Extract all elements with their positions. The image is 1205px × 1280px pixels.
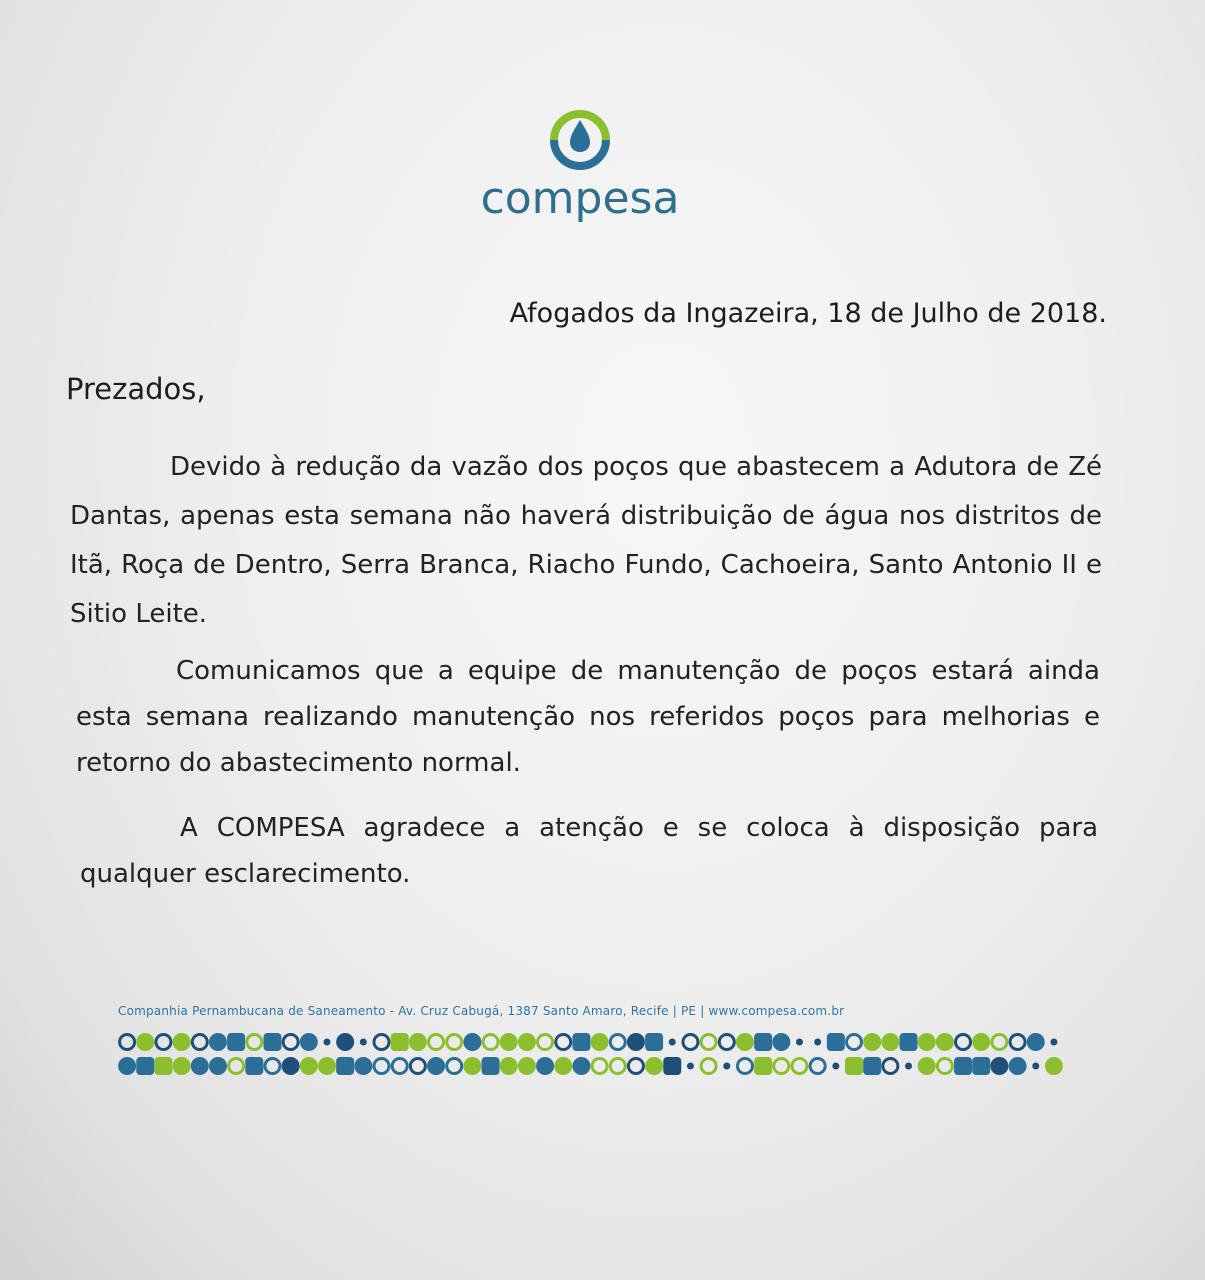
pattern-dot bbox=[663, 1057, 681, 1075]
pattern-dot bbox=[500, 1033, 518, 1051]
pattern-dot bbox=[723, 1063, 730, 1070]
pattern-dot bbox=[1009, 1057, 1027, 1075]
pattern-dot bbox=[827, 1033, 845, 1051]
pattern-dot bbox=[282, 1057, 300, 1075]
letter-paragraph-3: A COMPESA agradece a atenção e se coloca à disposição para qualquer esclarecimento. bbox=[80, 813, 1098, 889]
pattern-dot bbox=[1045, 1057, 1063, 1075]
pattern-dot bbox=[918, 1033, 936, 1051]
letter-paragraph-2: Comunicamos que a equipe de manutenção de poços estará ainda esta semana realizando manutenção nos referidos poços para melhorias e retorno do abastecimento normal. bbox=[76, 656, 1100, 778]
pattern-dot bbox=[701, 1035, 716, 1050]
pattern-dot bbox=[863, 1033, 881, 1051]
pattern-dot bbox=[336, 1057, 354, 1075]
pattern-dot bbox=[628, 1059, 643, 1074]
pattern-dot bbox=[500, 1057, 518, 1075]
pattern-dot bbox=[463, 1033, 481, 1051]
pattern-dot bbox=[191, 1057, 209, 1075]
pattern-dot bbox=[374, 1059, 389, 1074]
pattern-dot bbox=[845, 1057, 863, 1075]
pattern-dot bbox=[483, 1035, 498, 1050]
pattern-dot bbox=[1032, 1063, 1039, 1070]
pattern-dot bbox=[645, 1057, 663, 1075]
pattern-dot bbox=[118, 1057, 136, 1075]
pattern-dot bbox=[554, 1057, 572, 1075]
pattern-dot bbox=[881, 1033, 899, 1051]
pattern-dot bbox=[265, 1059, 280, 1074]
pattern-dot bbox=[992, 1035, 1007, 1050]
pattern-dot bbox=[954, 1057, 972, 1075]
footer-dot-pattern bbox=[118, 1026, 1063, 1084]
pattern-dot bbox=[318, 1057, 336, 1075]
pattern-dot bbox=[245, 1057, 263, 1075]
pattern-dot bbox=[900, 1033, 918, 1051]
pattern-dot bbox=[556, 1035, 571, 1050]
logo-wordmark: compesa bbox=[480, 173, 680, 224]
pattern-dot bbox=[687, 1063, 694, 1070]
pattern-dot bbox=[701, 1059, 716, 1074]
pattern-dot bbox=[173, 1033, 191, 1051]
pattern-dot bbox=[847, 1035, 862, 1050]
pattern-dot bbox=[283, 1035, 298, 1050]
pattern-dot bbox=[360, 1039, 367, 1046]
pattern-dot bbox=[972, 1033, 990, 1051]
pattern-dot bbox=[937, 1059, 952, 1074]
pattern-dot bbox=[209, 1033, 227, 1051]
pattern-dot bbox=[774, 1059, 789, 1074]
pattern-dot bbox=[990, 1057, 1008, 1075]
pattern-dot bbox=[463, 1057, 481, 1075]
pattern-dot bbox=[772, 1033, 790, 1051]
pattern-dot bbox=[336, 1033, 354, 1051]
pattern-dot bbox=[429, 1035, 444, 1050]
pattern-dot bbox=[754, 1033, 772, 1051]
pattern-dot bbox=[300, 1033, 318, 1051]
pattern-dot bbox=[247, 1035, 262, 1050]
pattern-dot bbox=[627, 1033, 645, 1051]
pattern-dot bbox=[883, 1059, 898, 1074]
pattern-dot bbox=[592, 1059, 607, 1074]
pattern-dot bbox=[792, 1059, 807, 1074]
pattern-dot bbox=[323, 1039, 330, 1046]
water-drop-icon bbox=[544, 100, 616, 172]
pattern-dot bbox=[482, 1057, 500, 1075]
pattern-dot bbox=[918, 1057, 936, 1075]
pattern-dot bbox=[936, 1033, 954, 1051]
pattern-dot bbox=[409, 1033, 427, 1051]
pattern-dot bbox=[863, 1057, 881, 1075]
pattern-dot bbox=[796, 1039, 803, 1046]
pattern-dot bbox=[447, 1035, 462, 1050]
pattern-dot bbox=[610, 1035, 625, 1050]
pattern-dot bbox=[263, 1033, 281, 1051]
pattern-dot bbox=[209, 1057, 227, 1075]
pattern-dot bbox=[538, 1035, 553, 1050]
pattern-dot bbox=[719, 1035, 734, 1050]
footer-address: Companhia Pernambucana de Saneamento - Av. Cruz Cabugá, 1387 Santo Amaro, Recife | PE | www.compesa.com.br bbox=[118, 1004, 845, 1018]
pattern-dot bbox=[518, 1033, 536, 1051]
pattern-dot bbox=[136, 1033, 154, 1051]
pattern-dot bbox=[591, 1033, 609, 1051]
pattern-dot bbox=[737, 1059, 752, 1074]
letter-paragraph-1: Devido à redução da vazão dos poços que abastecem a Adutora de Zé Dantas, apenas esta semana não haverá distribuição de água nos distritos de Itã, Roça de Dentro, Serra Branca, Riacho Fundo, Cachoeira, Santo Antonio II e Sitio Leite. bbox=[70, 452, 1102, 629]
pattern-dot bbox=[156, 1035, 171, 1050]
letter-salutation: Prezados, bbox=[66, 372, 206, 406]
pattern-dot bbox=[154, 1057, 172, 1075]
pattern-dot bbox=[391, 1033, 409, 1051]
pattern-dot bbox=[669, 1039, 676, 1046]
pattern-dot bbox=[354, 1057, 372, 1075]
pattern-dot bbox=[374, 1035, 389, 1050]
pattern-dot bbox=[300, 1057, 318, 1075]
pattern-dot bbox=[192, 1035, 207, 1050]
pattern-dot bbox=[956, 1035, 971, 1050]
pattern-dot bbox=[905, 1063, 912, 1070]
pattern-dot bbox=[832, 1063, 839, 1070]
letterhead-footer bbox=[118, 1004, 1063, 1084]
pattern-dot bbox=[610, 1059, 625, 1074]
pattern-dot bbox=[572, 1057, 590, 1075]
pattern-dot bbox=[392, 1059, 407, 1074]
compesa-logo bbox=[470, 100, 690, 230]
pattern-dot bbox=[1050, 1039, 1057, 1046]
pattern-dot bbox=[972, 1057, 990, 1075]
pattern-dot bbox=[736, 1033, 754, 1051]
pattern-dot bbox=[427, 1057, 445, 1075]
pattern-dot bbox=[1027, 1033, 1045, 1051]
pattern-dot bbox=[173, 1057, 191, 1075]
pattern-dot bbox=[229, 1059, 244, 1074]
pattern-dot bbox=[227, 1033, 245, 1051]
pattern-dot bbox=[536, 1057, 554, 1075]
pattern-dot bbox=[810, 1059, 825, 1074]
pattern-dot bbox=[754, 1057, 772, 1075]
pattern-dot bbox=[518, 1057, 536, 1075]
pattern-dot bbox=[645, 1033, 663, 1051]
pattern-dot bbox=[572, 1033, 590, 1051]
pattern-dot bbox=[136, 1057, 154, 1075]
pattern-dot bbox=[447, 1059, 462, 1074]
pattern-dot bbox=[410, 1059, 425, 1074]
pattern-dot bbox=[120, 1035, 135, 1050]
pattern-dot bbox=[814, 1039, 821, 1046]
pattern-dot bbox=[683, 1035, 698, 1050]
pattern-dot bbox=[1010, 1035, 1025, 1050]
letter-date: Afogados da Ingazeira, 18 de Julho de 2018. bbox=[509, 298, 1107, 329]
